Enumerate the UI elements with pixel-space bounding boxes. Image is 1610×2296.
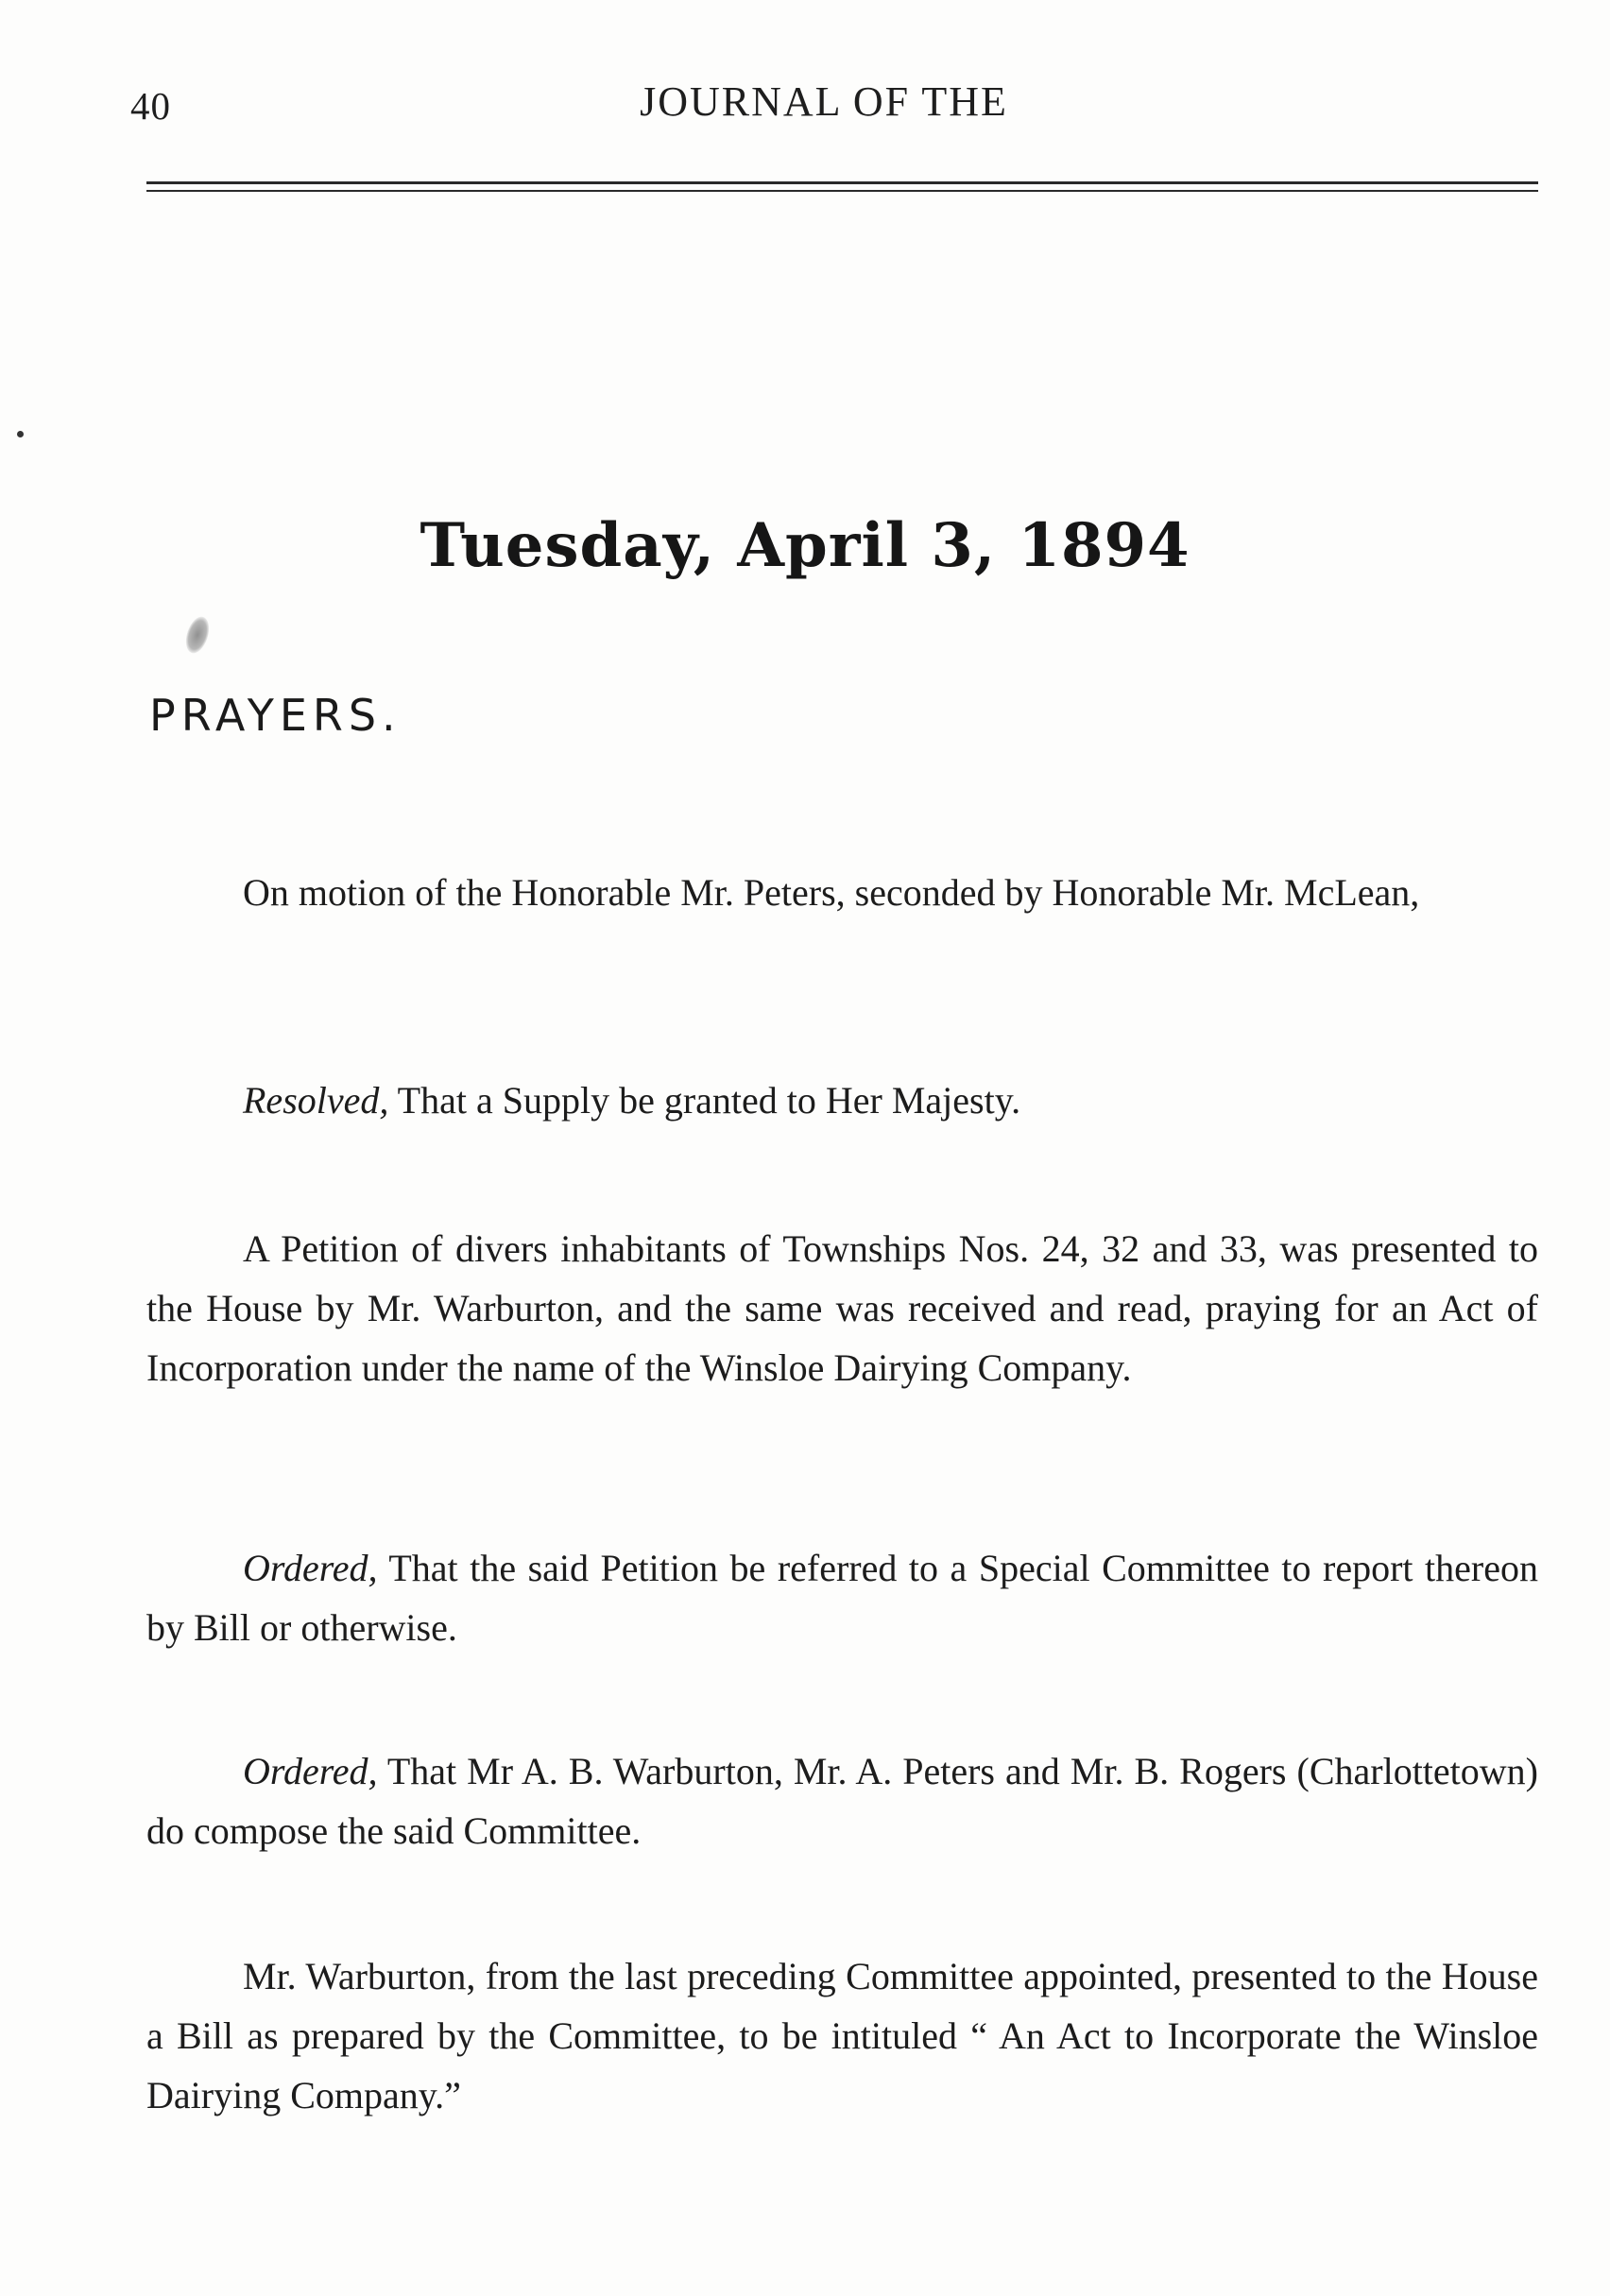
page-number: 40: [130, 84, 171, 128]
running-title: JOURNAL OF THE: [640, 78, 1008, 125]
date-heading: Tuesday, April 3, 1894: [420, 510, 1190, 581]
paragraph-ordered-referral: [146, 1538, 1538, 1657]
paragraph-lead: Resolved,: [243, 1079, 389, 1122]
section-heading-prayers: PRAYERS.: [149, 690, 402, 741]
header-rule: [146, 181, 1538, 184]
paragraph-ordered-committee: [146, 1741, 1538, 1860]
ink-smudge: [181, 614, 213, 657]
paragraph-text: A Petition of divers inhabitants of Townships Nos. 24, 32 and 33, was presented to the House by Mr. Warburton, and the same was received and read, praying for an Act of Incorporation under the name of the Winsloe Dairying Company.: [146, 1227, 1538, 1389]
paragraph-motion: [146, 863, 1538, 922]
paragraph-resolved: [146, 1071, 1538, 1130]
paragraph-text: That the said Petition be referred to a Special Committee to report thereon by Bill or otherwise.: [146, 1547, 1538, 1649]
paragraph-bill: [146, 1946, 1538, 2125]
paragraph-text: That Mr A. B. Warburton, Mr. A. Peters and Mr. B. Rogers (Charlottetown) do compose the said Committee.: [146, 1750, 1538, 1852]
paragraph-text: On motion of the Honorable Mr. Peters, seconded by Honorable Mr. McLean,: [243, 871, 1420, 914]
paragraph-text: Mr. Warburton, from the last preceding Committee appointed, presented to the House a Bill as prepared by the Committee, to be intituled “ An Act to Incorporate the Winsloe Dairying Company.”: [146, 1955, 1538, 2116]
paragraph-lead: Ordered,: [243, 1750, 378, 1792]
header-rule-thin: [146, 190, 1538, 192]
paragraph-petition: [146, 1219, 1538, 1397]
paragraph-text: That a Supply be granted to Her Majesty.: [388, 1079, 1021, 1122]
paragraph-lead: Ordered,: [243, 1547, 378, 1589]
ink-speck: [17, 431, 24, 437]
